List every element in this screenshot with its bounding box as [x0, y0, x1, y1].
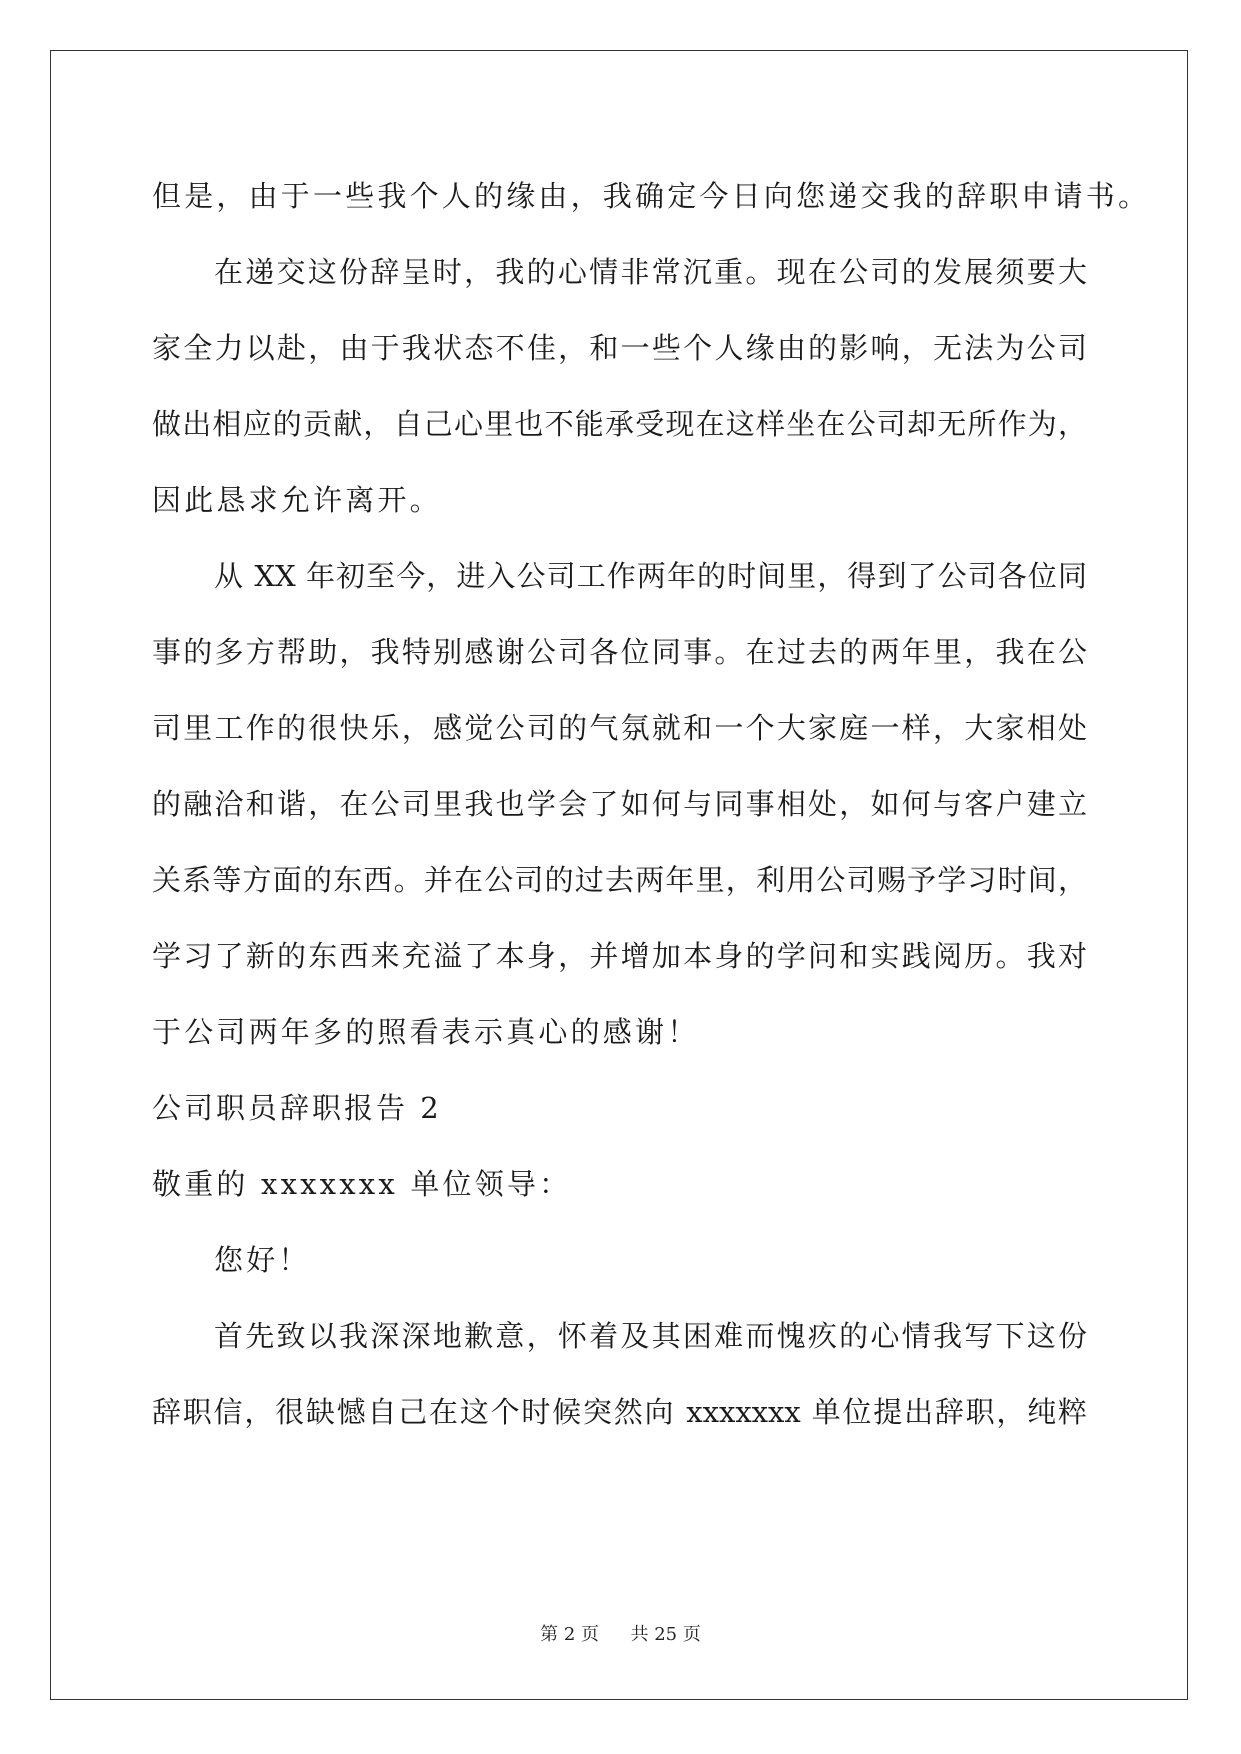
- document-body: [152, 158, 1151, 1450]
- text-line: 从 XX 年初至今，进入公司工作两年的时间里，得到了公司各位同: [214, 559, 1087, 593]
- text-line: 但是，由于一些我个人的缘由，我确定今日向您递交我的辞职申请书。: [152, 179, 1151, 213]
- text-line: 关系等方面的东西。并在公司的过去两年里，利用公司赐予学习时间，: [152, 863, 1087, 897]
- text-line: 于公司两年多的照看表示真心的感谢！: [152, 1015, 700, 1049]
- text-line: 辞职信，很缺憾自己在这个时候突然向 xxxxxxx 单位提出辞职，纯粹: [152, 1395, 1087, 1429]
- text-line: 家全力以赴，由于我状态不佳，和一些个人缘由的影响，无法为公司: [152, 331, 1087, 365]
- text-line: 因此恳求允许离开。: [152, 483, 442, 517]
- text-line: 的融洽和谐，在公司里我也学会了如何与同事相处，如何与客户建立: [152, 787, 1087, 821]
- section-heading: 公司职员辞职报告 2: [152, 1091, 442, 1125]
- text-line: 首先致以我深深地歉意，怀着及其困难而愧疚的心情我写下这份: [214, 1319, 1087, 1353]
- text-line: 事的多方帮助，我特别感谢公司各位同事。在过去的两年里，我在公: [152, 635, 1087, 669]
- greeting: 您好！: [214, 1243, 311, 1277]
- text-line: 司里工作的很快乐，感觉公司的气氛就和一个大家庭一样，大家相处: [152, 711, 1087, 745]
- text-line: 在递交这份辞呈时，我的心情非常沉重。现在公司的发展须要大: [214, 255, 1087, 289]
- page-footer: [0, 1620, 1241, 1646]
- page-number: 第 2 页: [540, 1624, 600, 1645]
- text-line: 做出相应的贡献，自己心里也不能承受现在这样坐在公司却无所作为，: [152, 407, 1087, 441]
- salutation: 敬重的 xxxxxxx 单位领导：: [152, 1167, 572, 1201]
- text-line: 学习了新的东西来充溢了本身，并增加本身的学问和实践阅历。我对: [152, 939, 1087, 973]
- page-total: 共 25 页: [630, 1624, 701, 1645]
